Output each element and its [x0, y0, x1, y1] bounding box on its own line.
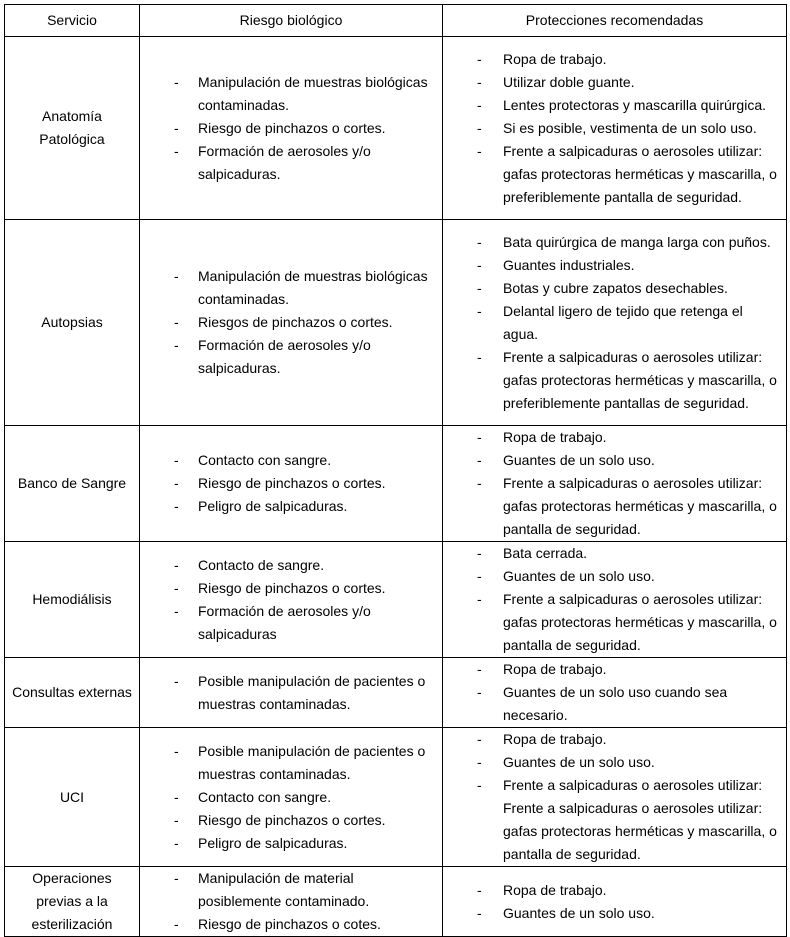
proteccion-cell-list: [443, 658, 780, 727]
table-row: [5, 37, 787, 220]
proteccion-cell-list: [443, 879, 780, 925]
riesgo-cell-list: [140, 867, 436, 936]
proteccion-item: - Si es posible, vestimenta de un solo uso.: [443, 117, 780, 140]
riesgo-cell: [140, 542, 443, 658]
table-row: [5, 658, 787, 728]
proteccion-cell-list: [443, 728, 780, 866]
riesgo-item: - Formación de aerosoles y/o salpicaduras.: [140, 334, 436, 380]
proteccion-cell: [443, 867, 787, 937]
proteccion-item: - Botas y cubre zapatos desechables.: [443, 277, 780, 300]
servicio-cell: Consultas externas: [5, 658, 140, 728]
proteccion-item: - Ropa de trabajo.: [443, 48, 780, 71]
proteccion-cell: [443, 728, 787, 867]
riesgo-item: - Riesgo de pinchazos o cortes.: [140, 472, 436, 495]
proteccion-cell: [443, 658, 787, 728]
proteccion-item: - Lentes protectoras y mascarilla quirúrgica.: [443, 94, 780, 117]
table-body: [5, 37, 787, 937]
riesgo-cell: [140, 220, 443, 426]
proteccion-item: - Bata quirúrgica de manga larga con puños.: [443, 231, 780, 254]
riesgo-cell: [140, 658, 443, 728]
proteccion-item: - Frente a salpicaduras o aerosoles utilizar: gafas protectoras herméticas y mascarilla, o pantalla de seguridad.: [443, 588, 780, 657]
servicio-cell: Operaciones previas a la esterilización: [5, 867, 140, 937]
riesgo-item: - Contacto de sangre.: [140, 554, 436, 577]
table-row: [5, 867, 787, 937]
proteccion-item: - Guantes de un solo uso.: [443, 449, 780, 472]
riesgo-item: - Formación de aerosoles y/o salpicaduras.: [140, 140, 436, 186]
proteccion-item: - Ropa de trabajo.: [443, 426, 780, 449]
table-row: [5, 220, 787, 426]
servicio-cell: UCI: [5, 728, 140, 867]
header-servicio: Servicio: [5, 5, 140, 37]
servicio-cell: Autopsias: [5, 220, 140, 426]
riesgo-item: - Manipulación de material posiblemente contaminado.: [140, 867, 436, 913]
riesgo-cell-list: [140, 670, 436, 716]
proteccion-cell: [443, 426, 787, 542]
proteccion-item: - Guantes de un solo uso cuando sea necesario.: [443, 681, 780, 727]
header-row: [5, 5, 787, 37]
proteccion-item: - Guantes de un solo uso.: [443, 565, 780, 588]
proteccion-item: - Frente a salpicaduras o aerosoles utilizar: Frente a salpicaduras o aerosoles utilizar: gafas protectoras herméticas y mascarilla, o pantalla de seguridad.: [443, 774, 780, 866]
proteccion-item: - Ropa de trabajo.: [443, 879, 780, 902]
proteccion-cell: [443, 37, 787, 220]
proteccion-item: - Delantal ligero de tejido que retenga el agua.: [443, 300, 780, 346]
proteccion-cell: [443, 542, 787, 658]
header-protecciones: Protecciones recomendadas: [443, 5, 787, 37]
header-riesgo: Riesgo biológico: [140, 5, 443, 37]
riesgo-cell-list: [140, 265, 436, 380]
riesgo-cell-list: [140, 740, 436, 855]
riesgo-item: - Manipulación de muestras biológicas contaminadas.: [140, 71, 436, 117]
servicio-cell: Banco de Sangre: [5, 426, 140, 542]
riesgo-item: - Posible manipulación de pacientes o muestras contaminadas.: [140, 740, 436, 786]
proteccion-cell: [443, 220, 787, 426]
riesgo-item: - Contacto con sangre.: [140, 449, 436, 472]
table-row: [5, 426, 787, 542]
riesgo-cell: [140, 867, 443, 937]
proteccion-cell-list: [443, 48, 780, 209]
riesgo-item: - Posible manipulación de pacientes o muestras contaminadas.: [140, 670, 436, 716]
riesgo-item: - Riesgo de pinchazos o cortes.: [140, 809, 436, 832]
riesgo-item: - Formación de aerosoles y/o salpicaduras: [140, 600, 436, 646]
proteccion-item: - Ropa de trabajo.: [443, 728, 780, 751]
proteccion-item: - Guantes de un solo uso.: [443, 902, 780, 925]
proteccion-item: - Frente a salpicaduras o aerosoles utilizar: gafas protectoras herméticas y mascarilla, o preferiblemente pantalla de seguridad.: [443, 140, 780, 209]
proteccion-item: - Frente a salpicaduras o aerosoles utilizar: gafas protectoras herméticas y mascarilla, o pantalla de seguridad.: [443, 472, 780, 541]
riesgo-cell-list: [140, 554, 436, 646]
proteccion-item: - Ropa de trabajo.: [443, 658, 780, 681]
riesgo-cell: [140, 426, 443, 542]
riesgo-item: - Riesgo de pinchazos o cortes.: [140, 117, 436, 140]
proteccion-item: - Bata cerrada.: [443, 542, 780, 565]
proteccion-cell-list: [443, 542, 780, 657]
servicio-cell: Anatomía Patológica: [5, 37, 140, 220]
riesgo-cell-list: [140, 71, 436, 186]
riesgo-item: - Riesgos de pinchazos o cortes.: [140, 311, 436, 334]
riesgo-item: - Peligro de salpicaduras.: [140, 832, 436, 855]
table-row: [5, 542, 787, 658]
riesgo-cell: [140, 37, 443, 220]
proteccion-item: - Frente a salpicaduras o aerosoles utilizar: gafas protectoras herméticas y mascarilla, o preferiblemente pantallas de seguridad.: [443, 346, 780, 415]
proteccion-cell-list: [443, 231, 780, 415]
riesgo-item: - Riesgo de pinchazos o cotes.: [140, 913, 436, 936]
riesgo-cell: [140, 728, 443, 867]
servicio-cell: Hemodiálisis: [5, 542, 140, 658]
proteccion-item: - Guantes industriales.: [443, 254, 780, 277]
riesgo-cell-list: [140, 449, 436, 518]
biological-risk-table: [4, 4, 787, 937]
table-row: [5, 728, 787, 867]
proteccion-cell-list: [443, 426, 780, 541]
proteccion-item: - Utilizar doble guante.: [443, 71, 780, 94]
riesgo-item: - Manipulación de muestras biológicas contaminadas.: [140, 265, 436, 311]
riesgo-item: - Contacto con sangre.: [140, 786, 436, 809]
riesgo-item: - Peligro de salpicaduras.: [140, 495, 436, 518]
proteccion-item: - Guantes de un solo uso.: [443, 751, 780, 774]
riesgo-item: - Riesgo de pinchazos o cortes.: [140, 577, 436, 600]
